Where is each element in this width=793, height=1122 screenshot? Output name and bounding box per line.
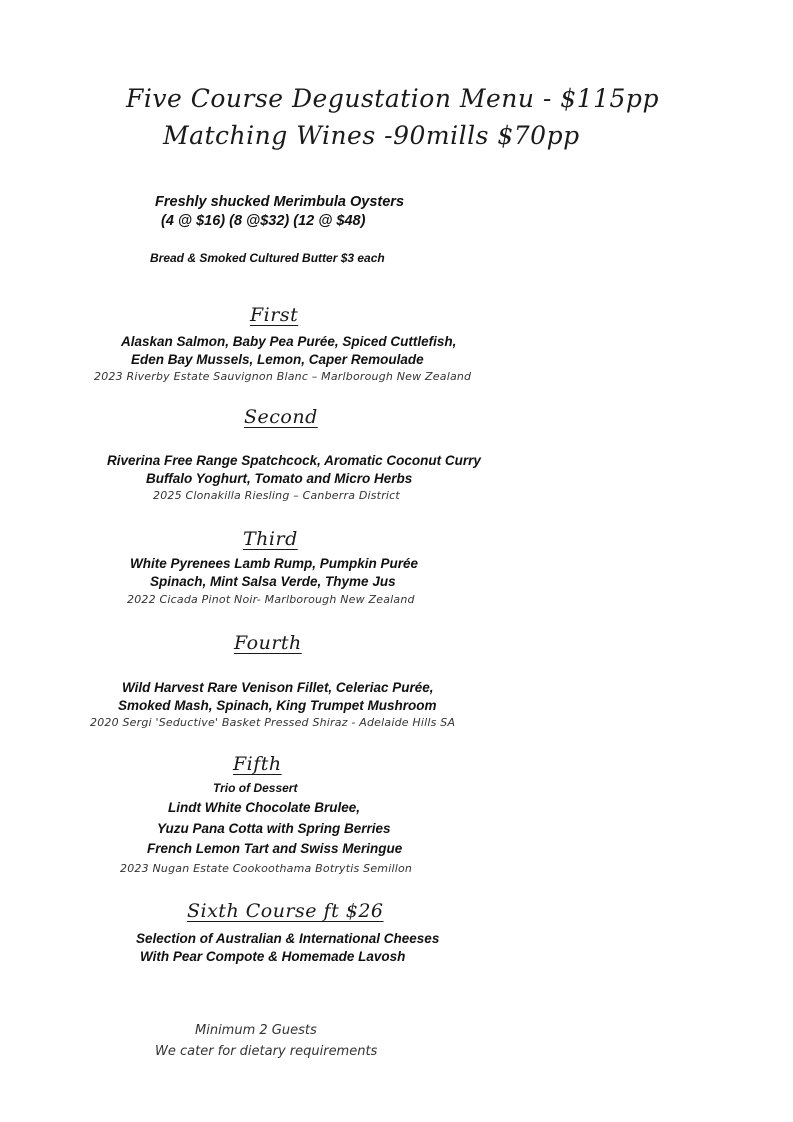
course-heading-second: Second	[244, 406, 318, 428]
course-heading-first: First	[250, 304, 299, 326]
course-sixth-dish-line-1: Selection of Australian & International Cheeses	[136, 931, 440, 946]
course-fifth-dish-line-3: French Lemon Tart and Swiss Meringue	[147, 841, 403, 856]
course-first-dish-line-2: Eden Bay Mussels, Lemon, Caper Remoulade	[131, 352, 424, 367]
course-sixth-dish-line-2: With Pear Compote & Homemade Lavosh	[140, 949, 406, 964]
bread-line: Bread & Smoked Cultured Butter $3 each	[150, 251, 385, 265]
course-fourth-wine: 2020 Sergi 'Seductive' Basket Pressed Shiraz - Adelaide Hills SA	[90, 716, 456, 729]
course-third-dish-line-1: White Pyrenees Lamb Rump, Pumpkin Purée	[130, 556, 419, 571]
course-fifth-subtitle: Trio of Dessert	[213, 781, 298, 795]
course-heading-fifth: Fifth	[233, 753, 282, 775]
course-second-dish-line-1: Riverina Free Range Spatchcock, Aromatic Coconut Curry	[107, 453, 481, 468]
footer-dietary-note: We cater for dietary requirements	[155, 1044, 378, 1059]
course-second-dish-line-2: Buffalo Yoghurt, Tomato and Micro Herbs	[146, 471, 413, 486]
course-first-wine: 2023 Riverby Estate Sauvignon Blanc – Marlborough New Zealand	[94, 370, 472, 383]
course-third-dish-line-2: Spinach, Mint Salsa Verde, Thyme Jus	[150, 574, 396, 589]
course-heading-sixth: Sixth Course ft $26	[187, 900, 384, 922]
course-fourth-dish-line-2: Smoked Mash, Spinach, King Trumpet Mushroom	[118, 698, 437, 713]
wine-pairing-title: Matching Wines -90mills $70pp	[163, 121, 580, 150]
course-heading-third: Third	[243, 528, 298, 550]
course-second-wine: 2025 Clonakilla Riesling – Canberra District	[153, 489, 400, 502]
footer-minimum-guests: Minimum 2 Guests	[195, 1023, 317, 1038]
course-fifth-wine: 2023 Nugan Estate Cookoothama Botrytis Semillon	[120, 862, 413, 875]
course-fifth-dish-line-2: Yuzu Pana Cotta with Spring Berries	[157, 821, 391, 836]
menu-title: Five Course Degustation Menu - $115pp	[126, 84, 659, 113]
course-fifth-dish-line-1: Lindt White Chocolate Brulee,	[168, 800, 361, 815]
course-fourth-dish-line-1: Wild Harvest Rare Venison Fillet, Celeriac Purée,	[122, 680, 434, 695]
course-third-wine: 2022 Cicada Pinot Noir- Marlborough New Zealand	[127, 593, 415, 606]
oysters-line: Freshly shucked Merimbula Oysters	[155, 194, 405, 210]
oysters-prices: (4 @ $16) (8 @$32) (12 @ $48)	[161, 213, 366, 229]
course-first-dish-line-1: Alaskan Salmon, Baby Pea Purée, Spiced Cuttlefish,	[121, 334, 457, 349]
course-heading-fourth: Fourth	[234, 632, 302, 654]
